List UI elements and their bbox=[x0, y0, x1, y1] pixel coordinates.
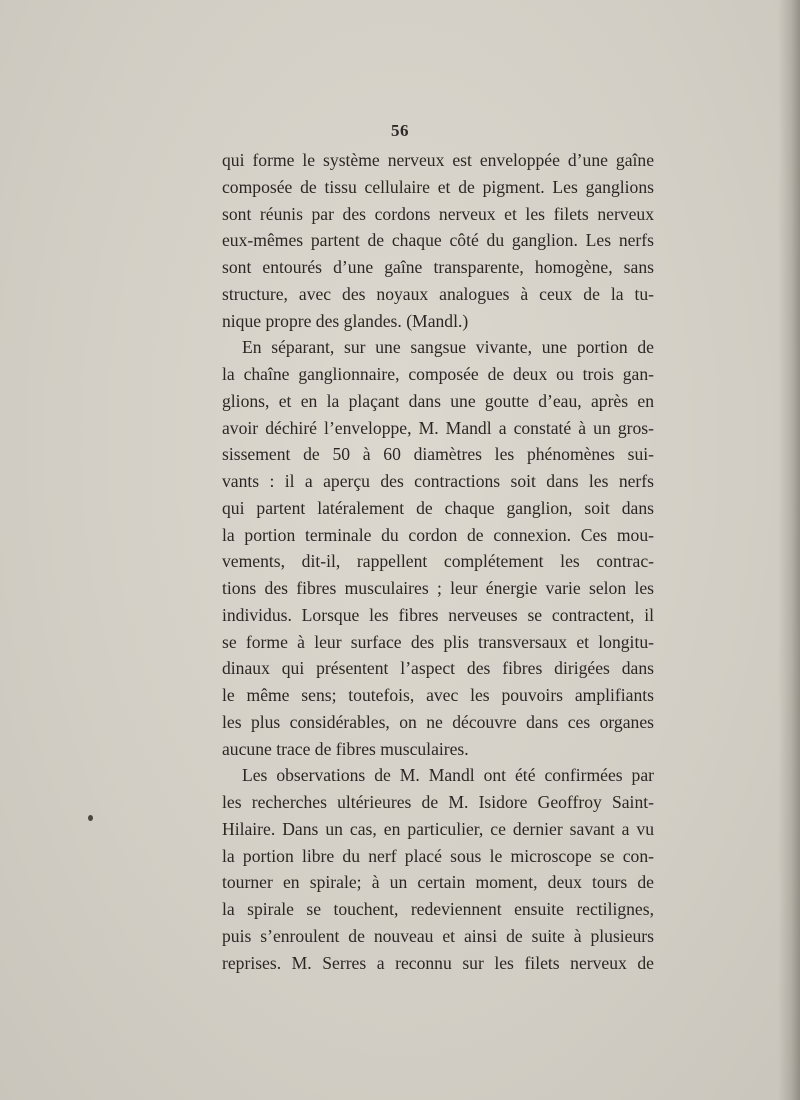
ink-speck bbox=[88, 815, 93, 821]
text-line: eux-mêmes partent de chaque côté du ganglion. Les nerfs bbox=[222, 230, 654, 251]
text-line: sont réunis par des cordons nerveux et les filets nerveux bbox=[222, 203, 654, 224]
page-number: 56 bbox=[391, 121, 409, 140]
text-line: reprises. M. Serres a reconnu sur les filets nerveux de bbox=[222, 952, 654, 973]
text-line: Hilaire. Dans un cas, en particulier, ce dernier savant a vu bbox=[222, 818, 654, 839]
text-line: vements, dit-il, rappellent complétement les contrac- bbox=[222, 551, 654, 572]
paragraph-end-line: aucune trace de fibres musculaires. bbox=[222, 738, 469, 759]
text-line: qui partent latéralement de chaque ganglion, soit dans bbox=[222, 497, 654, 518]
paragraph-start-line: En séparant, sur une sangsue vivante, une portion de bbox=[242, 337, 654, 358]
text-line: tions des fibres musculaires ; leur énergie varie selon les bbox=[222, 578, 654, 598]
text-line: dinaux qui présentent l’aspect des fibres dirigées dans bbox=[222, 658, 654, 679]
text-line: se forme à leur surface des plis transversaux et longitu- bbox=[222, 631, 654, 652]
text-line: la portion terminale du cordon de connexion. Ces mou- bbox=[222, 524, 654, 545]
text-line: la chaîne ganglionnaire, composée de deux ou trois gan- bbox=[222, 364, 654, 384]
text-line: puis s’enroulent de nouveau et ainsi de suite à plusieurs bbox=[222, 925, 654, 946]
text-line: avoir déchiré l’enveloppe, M. Mandl a constaté à un gros- bbox=[222, 417, 654, 438]
text-line: sissement de 50 à 60 diamètres les phénomènes sui- bbox=[222, 444, 654, 465]
paragraph-end-line: nique propre des glandes. (Mandl.) bbox=[222, 310, 469, 331]
text-line: structure, avec des noyaux analogues à ceux de la tu- bbox=[222, 283, 654, 304]
text-line: la portion libre du nerf placé sous le microscope se con- bbox=[222, 845, 654, 866]
text-line: glions, et en la plaçant dans une goutte d’eau, après en bbox=[222, 390, 654, 411]
text-line: sont entourés d’une gaîne transparente, homogène, sans bbox=[222, 257, 654, 277]
paragraph-start-line: Les observations de M. Mandl ont été confirmées par bbox=[242, 765, 654, 786]
body-text bbox=[222, 147, 654, 976]
text-line: le même sens; toutefois, avec les pouvoirs amplifiants bbox=[222, 685, 654, 705]
text-line: composée de tissu cellulaire et de pigment. Les ganglions bbox=[222, 176, 654, 197]
text-line: individus. Lorsque les fibres nerveuses se contractent, il bbox=[222, 604, 654, 625]
text-line: vants : il a aperçu des contractions soit dans les nerfs bbox=[222, 471, 654, 491]
text-line: tourner en spirale; à un certain moment, deux tours de bbox=[222, 872, 654, 893]
text-line: les recherches ultérieures de M. Isidore Geoffroy Saint- bbox=[222, 792, 654, 812]
text-line: les plus considérables, on ne découvre dans ces organes bbox=[222, 711, 654, 732]
text-line: qui forme le système nerveux est enveloppée d’une gaîne bbox=[222, 150, 654, 170]
text-line: la spirale se touchent, redeviennent ensuite rectilignes, bbox=[222, 899, 654, 919]
page-edge-shadow bbox=[778, 0, 800, 1100]
